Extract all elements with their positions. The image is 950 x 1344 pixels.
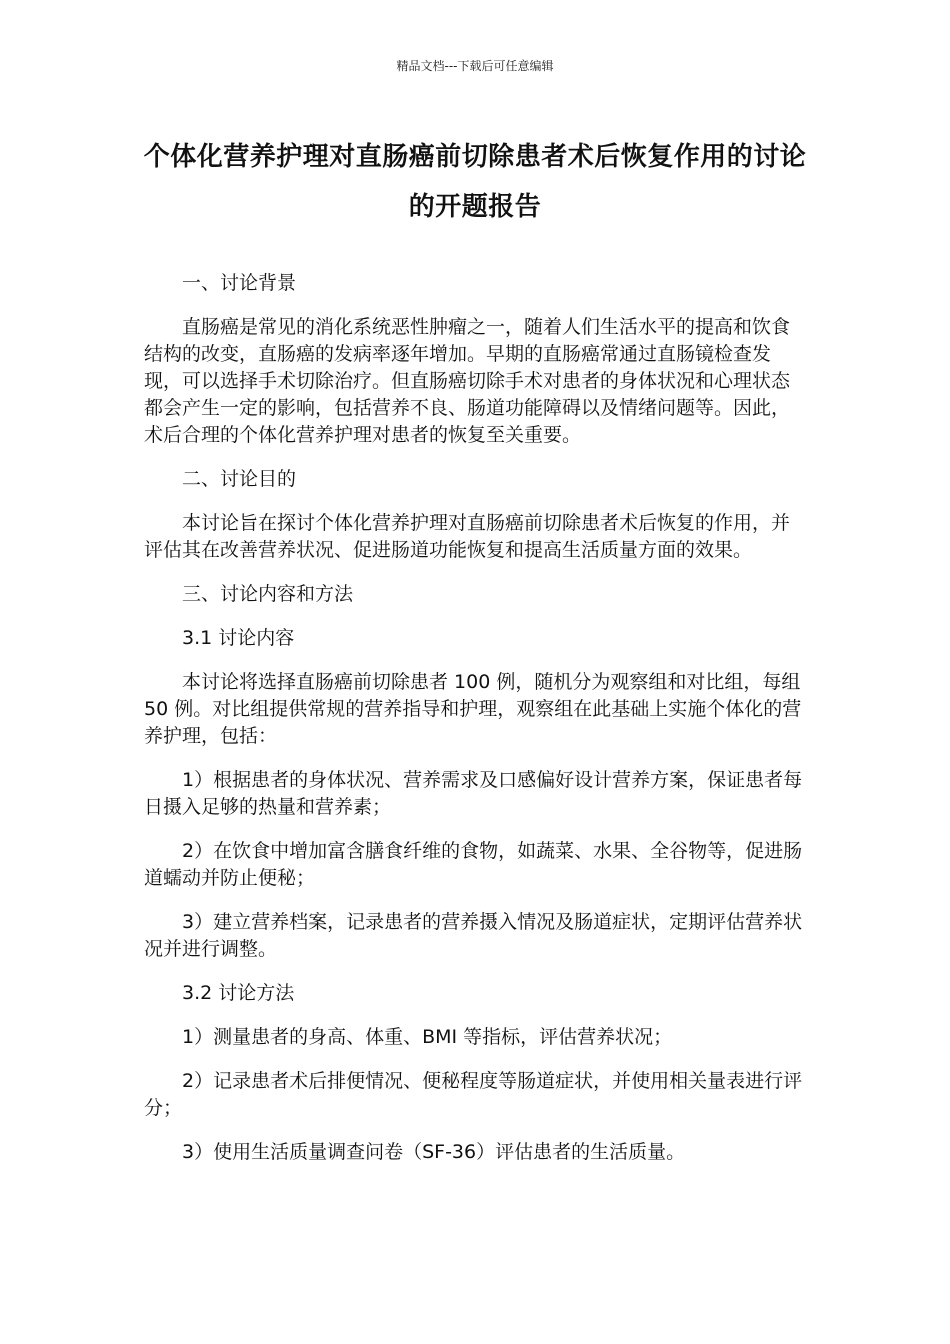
paragraph-background: 直肠癌是常见的消化系统恶性肿瘤之一，随着人们生活水平的提高和饮食结构的改变，直肠癌的发病率逐年增加。早期的直肠癌常通过直肠镜检查发现，可以选择手术切除治疗。但直肠癌切除手术对患者的身体状况和心理状态都会产生一定的影响，包括营养不良、肠道功能障碍以及情绪问题等。因此，术后合理的个体化营养护理对患者的恢复至关重要。 [144,316,791,446]
subsection-heading-content: 3.1 讨论内容 [182,627,295,649]
list-item-method-1: 1）测量患者的身高、体重、BMI 等指标，评估营养状况； [182,1026,673,1048]
list-item-content-3: 3）建立营养档案，记录患者的营养摄入情况及肠道症状，定期评估营养状况并进行调整。 [144,911,803,960]
section-heading-content-method: 三、讨论内容和方法 [182,583,354,605]
paragraph-purpose: 本讨论旨在探讨个体化营养护理对直肠癌前切除患者术后恢复的作用，并评估其在改善营养状况、促进肠道功能恢复和提高生活质量方面的效果。 [144,512,791,561]
subsection-heading-method: 3.2 讨论方法 [182,982,295,1004]
page-header: 精品文档---下载后可任意编辑 [396,59,554,73]
list-item-method-2: 2）记录患者术后排便情况、便秘程度等肠道症状，并使用相关量表进行评分； [144,1070,803,1119]
document-title: 个体化营养护理对直肠癌前切除患者术后恢复作用的讨论的开题报告 [143,142,807,222]
list-item-content-1: 1）根据患者的身体状况、营养需求及口感偏好设计营养方案，保证患者每日摄入足够的热量和营养素； [144,769,803,818]
section-heading-background: 一、讨论背景 [182,272,297,294]
section-heading-purpose: 二、讨论目的 [182,468,297,490]
document-body [144,270,806,1166]
list-item-content-2: 2）在饮食中增加富含膳食纤维的食物，如蔬菜、水果、全谷物等，促进肠道蠕动并防止便秘； [144,840,803,889]
paragraph-content: 本讨论将选择直肠癌前切除患者 100 例，随机分为观察组和对比组，每组 50 例。对比组提供常规的营养指导和护理，观察组在此基础上实施个体化的营养护理，包括： [144,671,802,747]
list-item-method-3: 3）使用生活质量调查问卷（SF-36）评估患者的生活质量。 [182,1141,686,1163]
